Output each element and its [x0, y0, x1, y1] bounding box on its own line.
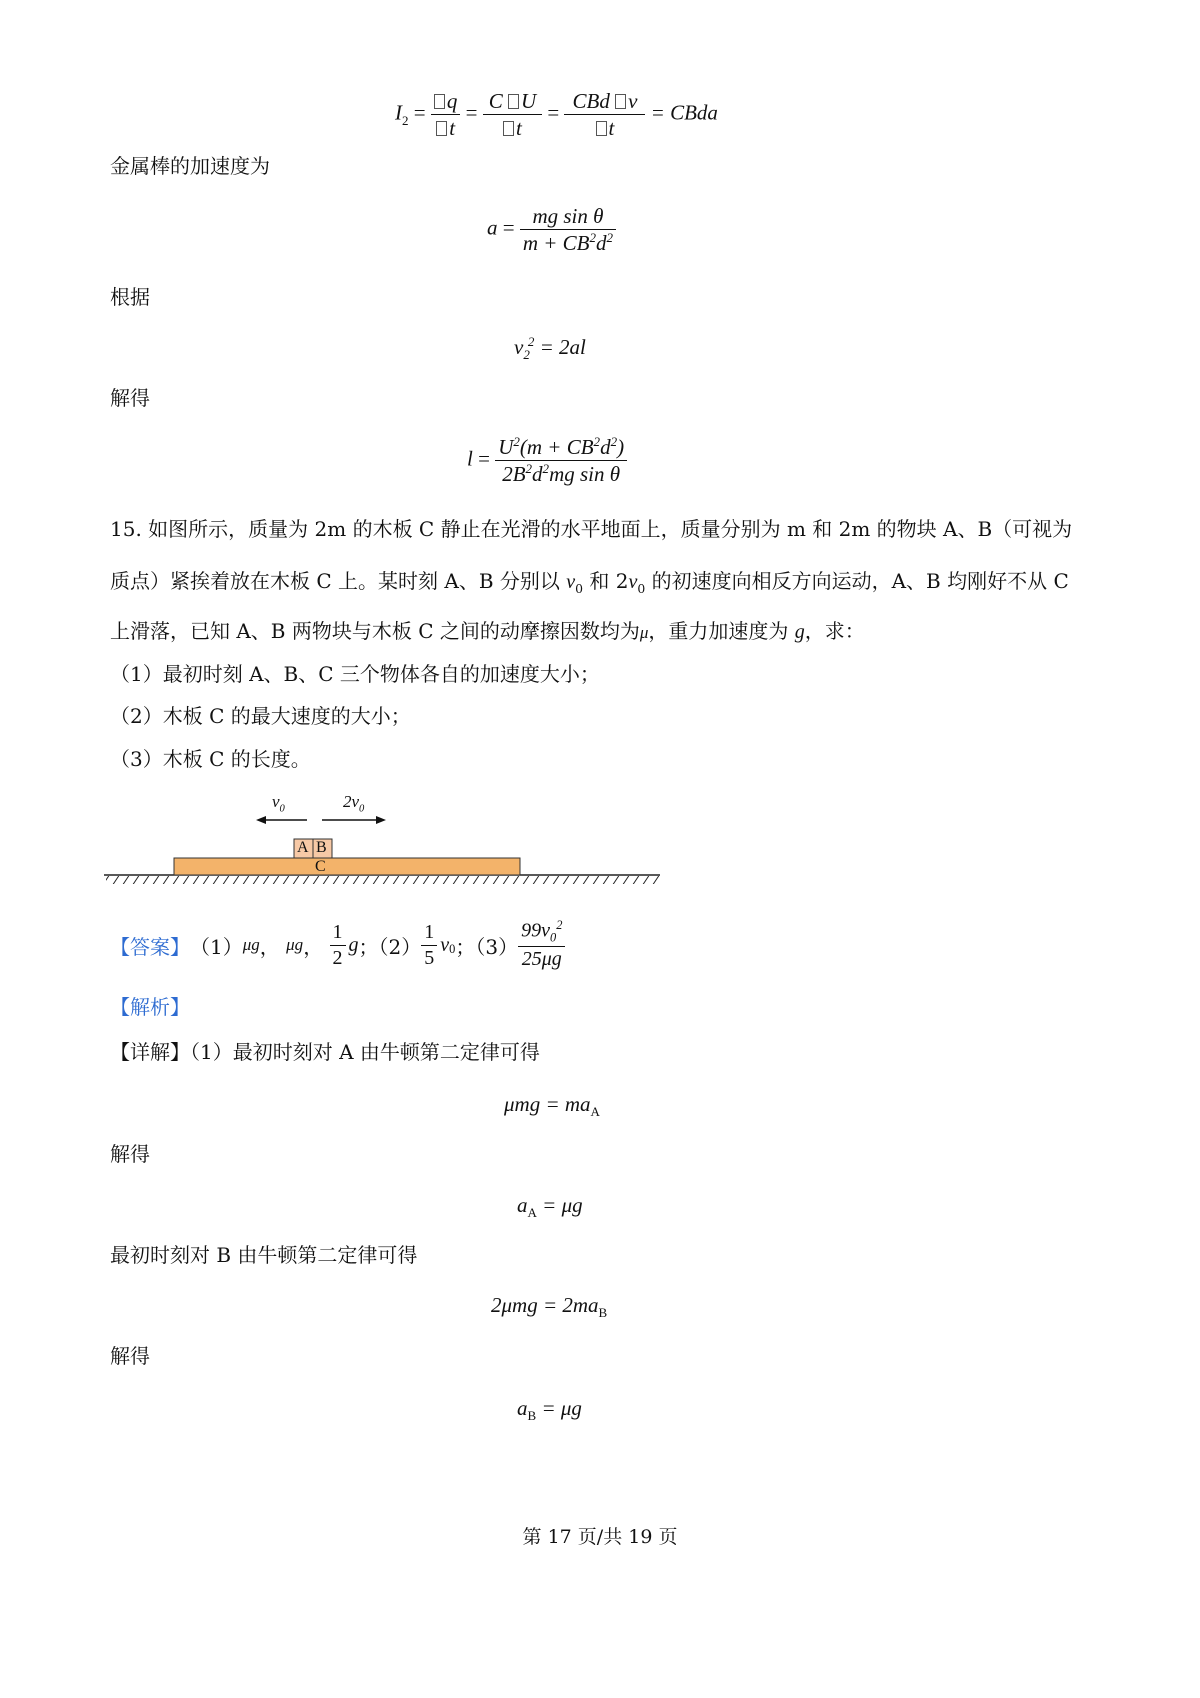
- figure-svg: [100, 790, 680, 900]
- eq-symbol: v: [628, 89, 638, 113]
- eq-symbol: v: [514, 335, 524, 359]
- analysis-tag: 【解析】: [110, 995, 190, 1019]
- eq-text: U: [498, 435, 514, 459]
- eq-subscript: 0: [575, 581, 584, 596]
- mu-symbol: μ: [639, 623, 649, 642]
- question-1: （1）最初时刻 A、B、C 三个物体各自的加速度大小；: [110, 662, 600, 686]
- answer-value: μg: [242, 935, 260, 954]
- eq-numerator: mg sin θ: [520, 203, 616, 230]
- fraction: [431, 88, 461, 142]
- eq-text: mg sin θ: [549, 462, 621, 487]
- eq-symbol: t: [449, 116, 456, 141]
- equation-kinematic: [514, 334, 586, 363]
- eq-symbol: q: [446, 89, 458, 113]
- eq-text: d: [600, 435, 611, 459]
- eq-sup: 2: [606, 230, 614, 246]
- eq-symbol: CBd: [572, 89, 610, 113]
- eq-subscript: A: [590, 1104, 600, 1120]
- detail-tag: 【详解】: [110, 1040, 190, 1064]
- arrow-right-head: [376, 816, 386, 824]
- eq-subscript: B: [598, 1305, 608, 1321]
- eq-text: d: [596, 231, 607, 256]
- equation-current: $I_2$ = $\frac{q}{t}$ = $\frac{\text{C U}}{t}$ = $\frac{\text{CBd v}}{t}$ = CBda: [395, 89, 718, 141]
- fraction: [518, 918, 565, 972]
- text: 上滑落，已知 A、B 两物块与木板 C 之间的动摩擦因数均为: [110, 619, 640, 643]
- eq-symbol: g: [794, 621, 805, 643]
- text-line: 最初时刻对 B 由牛顿第二定律可得: [110, 1243, 418, 1267]
- page-footer: 第 17 页/共 19 页: [522, 1526, 678, 1548]
- eq-subscript: B: [527, 1408, 537, 1424]
- eq-subscript: A: [527, 1205, 537, 1221]
- eq-text: μmg = ma: [504, 1092, 591, 1116]
- eq-symbol: g: [348, 933, 359, 956]
- text: ，求：: [804, 619, 865, 643]
- eq-subscript: 2: [523, 347, 530, 363]
- fraction: [495, 434, 627, 488]
- eq-text: = μg: [536, 1396, 582, 1420]
- eq-text: ): [617, 435, 625, 459]
- eq-sup: 2: [589, 230, 597, 246]
- eq-subscript: 0: [279, 803, 285, 815]
- eq-symbol: a: [487, 215, 498, 240]
- eq-symbol: a: [517, 1396, 528, 1420]
- arrow-left-head: [256, 816, 266, 824]
- text: ；（2）: [358, 934, 422, 959]
- label-a: A: [297, 839, 309, 856]
- eq-symbol: a: [517, 1193, 528, 1217]
- text-line: 金属棒的加速度为: [110, 154, 270, 178]
- eq-sup: 2: [556, 917, 563, 932]
- equation-acceleration: a = $\frac{\text{mg sin θ}}{m + CB^2d^2}$: [487, 203, 616, 257]
- answer-value: μg: [286, 935, 304, 954]
- eq-symbol: U: [520, 89, 537, 113]
- eq-symbol: l: [467, 446, 473, 471]
- text-line: 解得: [110, 386, 150, 410]
- eq-symbol: t: [516, 116, 522, 141]
- eq-text: = μg: [536, 1193, 583, 1217]
- board-c: [174, 858, 520, 875]
- text-line: 解得: [110, 1142, 150, 1166]
- eq-symbol: C: [488, 89, 503, 113]
- label-c: C: [315, 858, 326, 875]
- answer-line: 【答案】 （1） μg ， μg ， $\frac{1}{2}$ g ；（2） $\frac{1}{5}$ v $_0$ ；（3） $\frac{99v_0^2}{25\mu g}$: [110, 915, 565, 975]
- fraction: [520, 203, 616, 257]
- text: 质点）紧挨着放在木板 C 上。某时刻 A、B 分别以: [110, 569, 567, 593]
- frac-den: 5: [424, 946, 435, 969]
- eq-text: = 2al: [534, 335, 586, 359]
- eq-text: 2μmg = 2ma: [491, 1293, 599, 1317]
- problem-line-3: [110, 621, 865, 642]
- eq-subscript: 0: [449, 942, 456, 956]
- problem-figure: [100, 790, 680, 900]
- eq-subscript: 0: [550, 930, 557, 945]
- eq-sup: 2: [593, 434, 601, 449]
- text: ；（3）: [455, 934, 519, 959]
- frac-num: 1: [421, 920, 437, 946]
- frac-den: 25μg: [521, 948, 562, 971]
- fraction: [564, 88, 645, 142]
- problem-line-2: [110, 571, 1069, 595]
- equation-ab: [517, 1396, 582, 1424]
- text-line: 根据: [110, 285, 150, 309]
- equation-newton-a: [504, 1092, 600, 1120]
- question-3: （3）木板 C 的长度。: [110, 747, 311, 771]
- problem-line-1: 15. 如图所示，质量为 2m 的木板 C 静止在光滑的水平地面上，质量分别为 m 和 2m 的物块 A、B（可视为: [110, 517, 1073, 541]
- answer-tag: 【答案】: [110, 934, 190, 959]
- eq-symbol: 2v: [343, 792, 360, 811]
- equation-length: l = $\frac{U^2(m + CB^2d^2)}{2B^2d^2mg \sin \theta}$: [467, 434, 627, 488]
- ground-hatch: [106, 876, 660, 884]
- eq-subscript: 0: [359, 803, 365, 815]
- text: 的初速度向相反方向运动，A、B 均刚好不从 C: [645, 569, 1069, 593]
- eq-sup: 2: [527, 334, 535, 349]
- label-v0: [272, 792, 285, 814]
- eq-text: d: [532, 462, 543, 487]
- equation-aa: [517, 1193, 583, 1221]
- eq-symbol: v: [440, 933, 450, 956]
- eq-symbol: t: [608, 116, 615, 141]
- fraction: [330, 920, 346, 971]
- question-2: （2）木板 C 的最大速度的大小；: [110, 704, 411, 728]
- eq-text: (m + CB: [519, 435, 594, 459]
- frac-den: 2: [332, 946, 343, 969]
- label-b: B: [316, 839, 327, 856]
- text: ，重力加速度为: [648, 619, 795, 643]
- eq-text: = CBda: [650, 100, 718, 125]
- eq-text: 2B: [502, 462, 526, 487]
- detail-line: [110, 1042, 540, 1062]
- eq-subscript: 0: [637, 581, 646, 596]
- text-line: 解得: [110, 1344, 150, 1368]
- eq-symbol: v: [628, 571, 638, 593]
- eq-symbol: v: [272, 792, 280, 811]
- eq-symbol: v: [566, 571, 576, 593]
- text: （1）: [190, 934, 243, 959]
- eq-text: m + CB: [522, 231, 590, 256]
- eq-sup: 2: [525, 461, 533, 477]
- eq-sup: 2: [542, 461, 550, 477]
- text: （1）最初时刻对 A 由牛顿第二定律可得: [190, 1040, 540, 1064]
- eq-subscript: 2: [402, 112, 409, 128]
- fraction: [483, 88, 542, 142]
- fraction: [421, 920, 437, 971]
- frac-num: 99v: [521, 919, 550, 942]
- equation-newton-b: [491, 1293, 607, 1321]
- eq-sup: 2: [513, 434, 520, 449]
- text: 和 2: [583, 569, 629, 593]
- eq-symbol: I: [395, 100, 402, 125]
- frac-num: 1: [330, 920, 346, 946]
- label-2v0: [343, 792, 364, 814]
- eq-sup: 2: [610, 434, 618, 449]
